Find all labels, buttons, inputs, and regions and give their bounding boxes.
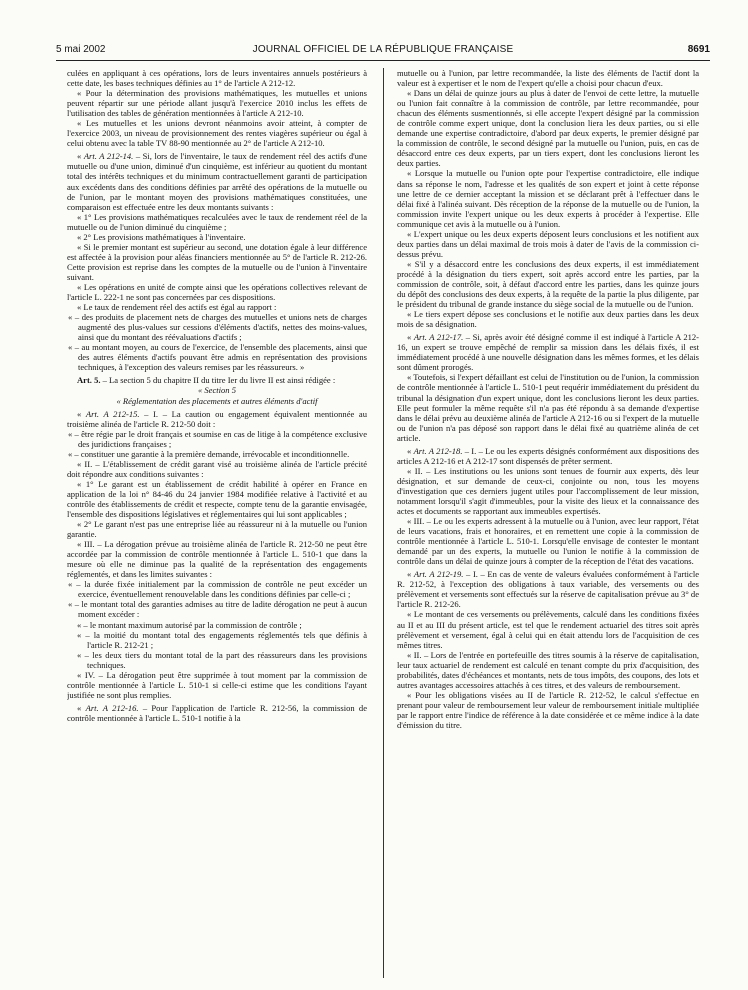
list-item: « – au montant moyen, au cours de l'exercice, de l'ensemble des placements, ainsi que des autres éléments d'actifs pouvant être admis en représentation des provisions techniques, à l'exception des valeurs remises par les réassureurs. » (68, 342, 367, 373)
paragraph: « Le tiers expert dépose ses conclusions et le notifie aux deux parties dans les deux mois de sa désignation. (397, 309, 699, 330)
column-divider (383, 68, 384, 978)
sub-list-item: « – les deux tiers du montant total de la part des réassureurs dans les provisions techniques. (77, 649, 367, 670)
paragraph: « II. – L'établissement de crédit garant visé au troisième alinéa de l'article précité doit répondre aux conditions suivantes : (67, 458, 367, 479)
paragraph: « Pour les obligations visées au II de l'article R. 212-52, le calcul s'effectue en prenant pour valeur de remboursement leur valeur de remboursement initiale multipliée par le rapport entre l'indice de référence à la date considérée et ce même indice à la date d'émission du titre. (397, 689, 699, 730)
paragraph: « Pour la détermination des provisions mathématiques, les mutuelles et unions peuvent répartir sur une période allant jusqu'à l'exercice 2010 inclus les effets de l'utilisation des tables de génération mentionnées à l'article A 212-10. (67, 88, 367, 119)
section-subtitle: « Réglementation des placements et autres éléments d'actif (116, 395, 318, 406)
paragraph: « Toutefois, si l'expert défaillant est celui de l'institution ou de l'union, la commission de contrôle mentionnée à l'article L. 510-1 peut requérir immédiatement du président du tribunal la désignation d'un expert unique, dont les conclusions lieront les deux parties. Elle peut formuler la même requête s'il n'a pas été répondu à sa demande d'expertise dans le délai prévu au deuxième alinéa de l'article A 212-16 ou si l'expert de la mutuelle ou de l'union n'a pas déposé son rapport dans le délai fixé au quatrième alinéa de cet article. (397, 372, 699, 443)
quote-mark: « (407, 332, 414, 343)
quote-mark: « (77, 702, 86, 713)
paragraph: « Les opérations en unité de compte ainsi que les opérations collectives relevant de l'article L. 222-1 ne sont pas concernées par ces dispositions. (67, 281, 367, 303)
paragraph: « III. – Le ou les experts adressent à la mutuelle ou à l'union, avec leur rapport, l'état de leurs vacations, frais et honoraires, et en remettent une copie à la commission de contrôle mentionnée à l'article L. 510-1. Lorsqu'elle envisage de contester le montant demandé par un des experts, la mutuelle ou l'union le notifie à la commission de contrôle dans un délai de quinze jours à compter de la réception de l'état des vacations. (397, 516, 699, 567)
paragraph: « Les mutuelles et les unions devront néanmoins avoir atteint, à compter de l'exercice 2003, un niveau de provisionnement des rentes viagères supérieur ou égal à celui obtenu avec la table TV 88-90 mentionnée au 2° de l'article A 212-10. (67, 118, 367, 149)
paragraph: « II. – Lors de l'entrée en portefeuille des titres soumis à la réserve de capitalisation, leur taux actuariel de rendement est calculé en tenant compte du prix d'acquisition, des probabilités, dates d'échéances et montants, nets de tous impôts, des coupons, des lots et autres avantages accessoires attachés à ces titres, et des valeurs de remboursement. (397, 649, 699, 690)
list-item: « – la durée fixée initialement par la commission de contrôle ne peut excéder un exercice, éventuellement renouvelable dans les conditions définies par celle-ci ; (68, 579, 367, 600)
article-paragraph (397, 446, 699, 466)
article-paragraph (67, 703, 367, 723)
article-paragraph (397, 569, 699, 609)
paragraph: « III. – La dérogation prévue au troisième alinéa de l'article R. 212-50 ne peut être accordée par la commission de contrôle mentionnée à l'article L. 510-1 que dans la mesure où elle ne diminue pas la qualité de la représentation des engagements réglementés, et dans les limites suivantes : (67, 539, 367, 580)
left-column (67, 68, 367, 982)
paragraph: « II. – Les institutions ou les unions sont tenues de fournir aux experts, dès leur désignation, et sur demande de ceux-ci, conjointe ou non, tous les moyens d'investigation que ces derniers jugent utiles pour l'accomplissement de leur mission, notamment lorsqu'il s'agit d'immeubles, pour la visite des lieux et la connaissance des actes et documents se rapportant aux immeubles expertisés. (397, 465, 699, 517)
header-rule (56, 60, 710, 61)
article-paragraph (67, 375, 367, 385)
paragraph: culées en appliquant à ces opérations, lors de leurs inventaires annuels postérieurs à cette date, les bases techniques définies au 1° de l'article A 212-12. (67, 68, 367, 89)
article-number: Art. A 212-14. (83, 151, 134, 162)
article-text: – I. – Le ou les experts désignés conformément aux dispositions des articles A 212-16 et A 212-17 sont dispensés de prêter serment. (397, 445, 699, 466)
article-text: – I. – En cas de vente de valeurs évaluées conformément à l'article R. 212-52, à l'exception des obligations à taux variable, des versements ou des prélèvement et versements sont effectués sur la réserve de capitalisation prévue au 3° de l'article R. 212-26. (397, 569, 699, 610)
page-header (56, 44, 710, 60)
list-item: « – le montant total des garanties admises au titre de ladite dérogation ne peut à aucun moment excéder : (68, 599, 367, 620)
paragraph: mutuelle ou à l'union, par lettre recommandée, la liste des éléments de l'actif dont la valeur est à expertiser et le nom de l'expert qu'elle a choisi pour chacun d'eux. (397, 68, 699, 89)
paragraph: « 1° Les provisions mathématiques recalculées avec le taux de rendement réel de la mutuelle ou de l'union diminué du cinquième ; (67, 211, 367, 232)
paragraph: « IV. – La dérogation peut être supprimée à tout moment par la commission de contrôle mentionnée à l'article L. 510-1 si celle-ci estime que les conditions l'ayant justifiée ne sont plus remplies. (67, 669, 367, 700)
paragraph: « Le taux de rendement réel des actifs est égal au rapport : (77, 302, 277, 313)
list-item: « – être régie par le droit français et soumise en cas de litige à la compétence exclusive des juridictions françaises ; (68, 428, 367, 449)
quote-mark: « (77, 408, 86, 419)
article-number: Art. A 212-17. (413, 332, 464, 343)
sub-list-item: « – le montant maximum autorisé par la commission de contrôle ; (77, 619, 302, 630)
list-item: « – constituer une garantie à la première demande, irrévocable et inconditionnelle. (68, 448, 350, 459)
paragraph: « 2° Les provisions mathématiques à l'inventaire. (77, 231, 246, 242)
paragraph: « 1° Le garant est un établissement de crédit habilité à opérer en France en application de la loi n° 84-46 du 24 janvier 1984 modifiée relative à l'activité et au contrôle des établissements de crédit et respecte, compte tenu de la garantie envisagée, l'ensemble des dispositions législatives et réglementaires qui lui sont applicables ; (67, 478, 367, 520)
paragraph: « Si le premier montant est supérieur au second, une dotation égale à leur différence est affectée à la provision pour aléas financiers mentionnée au 5° de l'article R. 212-26. Cette provision est reprise dans les comptes de la mutuelle ou de l'union à l'inventaire suivant. (67, 241, 367, 282)
article-text: – Si, après avoir été désigné comme il est indiqué à l'article A 212-16, un expert se trouve empêché de remplir sa mission dans les délais fixés, il est immédiatement procédé à une nouvelle désignation dans les mêmes formes, et les délais sont dûment prorogés. (397, 332, 699, 373)
section-heading: « Section 5 (198, 385, 236, 396)
page-number: 8691 (687, 44, 710, 55)
paragraph: « Lorsque la mutuelle ou l'union opte pour l'expertise contradictoire, elle indique dans sa réponse le nom, l'adresse et les qualités de son expert et joint à cette réponse une lettre de ce dernier acceptant la mission et se déclarant prêt à l'effectuer dans le délai fixé à l'alinéa suivant. Dès réception de la réponse de la mutuelle ou de l'union, la commission invite l'expert unique ou les deux experts à procéder à l'expertise. Elle communique cet avis à la mutuelle ou à l'union. (397, 168, 699, 229)
article-text: – Pour l'application de l'article R. 212-56, la commission de contrôle mentionnée à l'article L. 510-1 notifie à la (67, 702, 367, 723)
quote-mark: « (407, 569, 414, 580)
paragraph: « Dans un délai de quinze jours au plus à dater de l'envoi de cette lettre, la mutuelle ou l'union fait connaître à la commission de contrôle, par lettre recommandée, pour chacun des éléments susmentionnés, si elle accepte l'expert désigné par la commission de contrôle comme expert unique, dont la conclusion liera les deux parties, ou si elle demande une expertise contradictoire, d'abord par deux experts, le premier désigné par la commission de contrôle, le second désigné par la mutuelle ou l'union, puis, en cas de désaccord entre ces deux experts, par un tiers expert, dont les conclusions lieront les deux parties. (397, 88, 699, 169)
right-column (397, 68, 699, 982)
article-paragraph (397, 332, 699, 372)
article-number: Art. A 212-16. (85, 702, 139, 713)
article-text: – Si, lors de l'inventaire, le taux de rendement réel des actifs d'une mutuelle ou d'une union, diminué d'un cinquième, est inférieur au quotient du montant total des intérêts techniques et du minimum contractuellement garanti de participation aux excédents dans des conditions définies par arrêté des opérations de la mutuelle ou de l'union, par le montant moyen des provisions mathématiques constituées, une comparaison est effectuée entre les deux montants suivants : (67, 151, 367, 212)
quote-mark: « (407, 445, 414, 456)
paragraph: « S'il y a désaccord entre les conclusions des deux experts, il est immédiatement procédé à la désignation du tiers expert, soit après accord entre les parties, par la commission de contrôle, soit, à défaut d'accord entre les parties, dans les quinze jours du dépôt des conclusions des deux experts, à la requête de la partie la plus diligente, par le président du tribunal de grande instance du siège social de la mutuelle ou de l'union. (397, 258, 699, 310)
article-paragraph (67, 151, 367, 211)
paragraph: « 2° Le garant n'est pas une entreprise liée au réassureur ni à la mutuelle ou l'union garantie. (67, 519, 367, 540)
paragraph: « L'expert unique ou les deux experts déposent leurs conclusions et les notifient aux deux parties dans un délai maximal de trois mois à dater de l'avis de la commission ci-dessus prévu. (397, 228, 699, 259)
article-text: – La section 5 du chapitre II du titre Ier du livre II est ainsi rédigée : (100, 375, 336, 386)
article-number: Art. A 212-15. (85, 408, 140, 419)
article-text: – I. – La caution ou engagement équivalent mentionnée au troisième alinéa de l'article R. 212-50 doit : (67, 408, 367, 429)
article-number: Art. A 212-18. (413, 445, 463, 456)
sub-list-item: « – la moitié du montant total des engagements réglementés tels que définis à l'article R. 212-21 ; (77, 629, 367, 650)
article-number: Art. 5. (77, 375, 101, 386)
journal-title: JOURNAL OFFICIEL DE LA RÉPUBLIQUE FRANÇAISE (252, 44, 514, 55)
paragraph: « Le montant de ces versements ou prélèvements, calculé dans les conditions fixées au II et au III du présent article, est tel que le rendement actuariel des titres soit après prélèvement et versement, égal à celui qui en était attendu lors de l'acquisition de ces mêmes titres. (397, 609, 699, 650)
list-item: « – des produits de placement nets de charges des mutuelles et unions nets de charges augmenté des plus-values sur cessions d'éléments d'actifs, nettes des moins-values, ainsi que du montant des réévaluations d'actifs ; (68, 312, 367, 343)
header-date: 5 mai 2002 (56, 44, 106, 55)
quote-mark: « (77, 151, 84, 162)
article-number: Art. A 212-19. (413, 569, 464, 580)
article-paragraph (67, 409, 367, 429)
